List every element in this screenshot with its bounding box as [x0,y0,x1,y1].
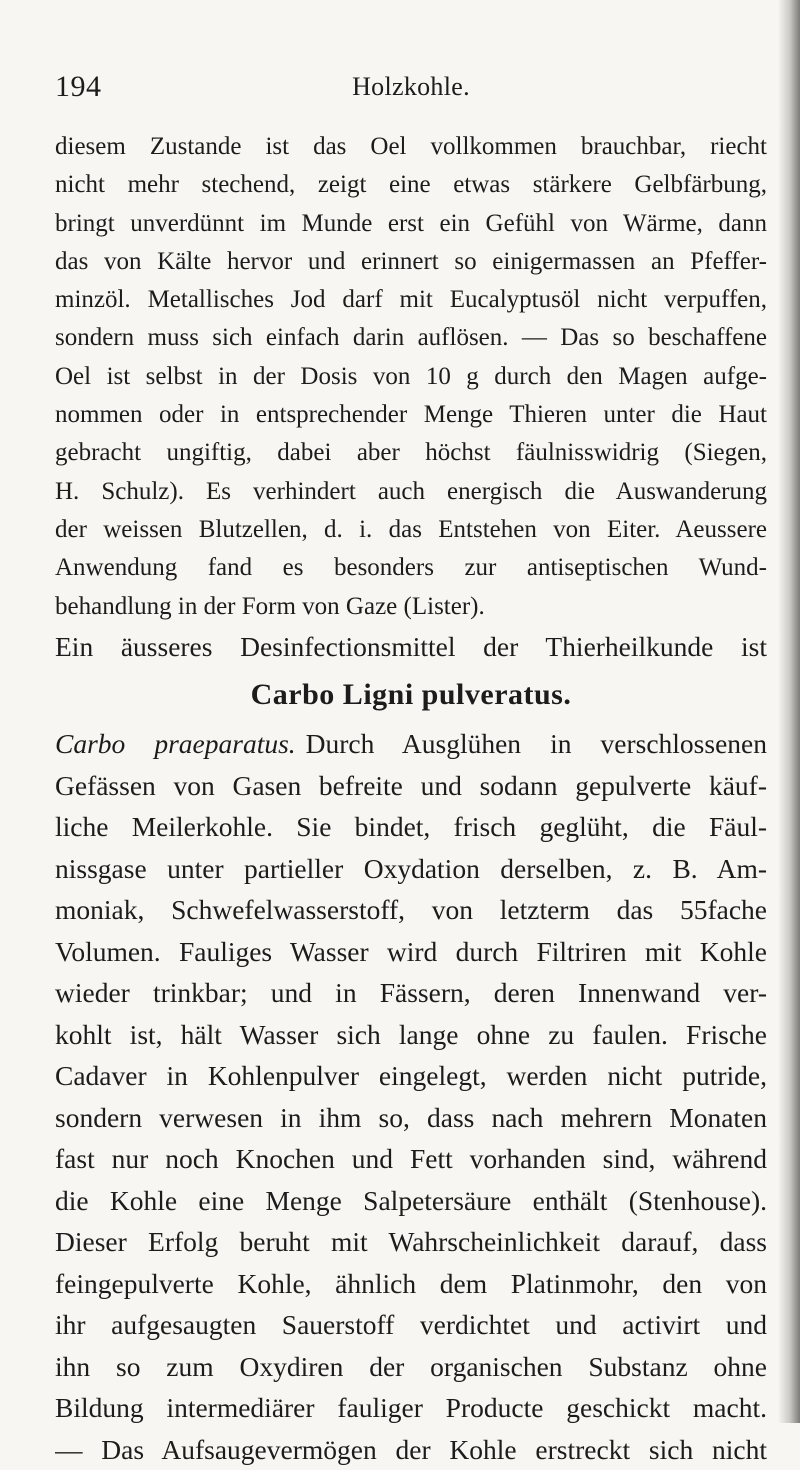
text-line: — Das Aufsaugevermögen der Kohle erstreckt sich nicht [55,1433,767,1465]
text-line: die Kohle eine Menge Salpetersäure enthält (Stenhouse). [55,1184,767,1216]
text-line: behandlung in der Form von Gaze (Lister). [55,592,485,620]
text-line: sondern verwesen in ihm so, dass nach mehrern Monaten [55,1101,767,1133]
text-line: Bildung intermediärer fauliger Producte geschickt macht. [55,1392,767,1424]
text-line: wieder trinkbar; und in Fässern, deren Innenwand ver- [55,977,767,1009]
text-line: nommen oder in entsprechender Menge Thieren unter die Haut [55,401,767,429]
text-line: gebracht ungiftig, dabei aber höchst fäulnisswidrig (Siegen, [55,439,767,467]
text-line: Volumen. Fauliges Wasser wird durch Filtriren mit Kohle [55,935,767,967]
text-line: fast nur noch Knochen und Fett vorhanden sind, während [55,1143,767,1175]
text-line-first [55,723,767,765]
text-line: Dieser Erfolg beruht mit Wahrscheinlichkeit darauf, dass [55,1226,767,1258]
text-line: diesem Zustande ist das Oel vollkommen brauchbar, riecht [55,133,767,160]
text-line: der weissen Blutzellen, d. i. das Entstehen von Eiter. Aeussere [55,515,767,543]
text-line: Cadaver in Kohlenpulver eingelegt, werden nicht putride, [55,1060,767,1092]
text-line: feingepulverte Kohle, ähnlich dem Platinmohr, den von [55,1267,767,1299]
text-line: Gefässen von Gasen befreite und sodann gepulverte käuf- [55,769,767,801]
paragraph-eucalyptus-oil [55,128,767,626]
text-line: bringt unverdünnt im Munde erst ein Gefühl von Wärme, dann [55,209,767,237]
text-line: Anwendung fand es besonders zur antiseptischen Wund- [55,554,767,582]
italic-term: Carbo praeparatus. [55,728,296,760]
body-text [55,128,767,1470]
text-line: moniak, Schwefelwasserstoff, von letzterm das 55fache [55,894,767,926]
text-line: ihn so zum Oxydiren der organischen Substanz ohne [55,1350,767,1382]
first-line-rest: Durch Ausglühen in verschlossenen [305,728,767,760]
page-edge-shadow [778,0,800,1423]
text-line: sondern muss sich einfach darin auflösen. — Das so beschaffene [55,324,767,352]
paragraph-carbo [55,723,767,1470]
text-line: liche Meilerkohle. Sie bindet, frisch geglüht, die Fäul- [55,811,767,843]
section-heading: Carbo Ligni pulveratus. [250,678,572,712]
text-line: minzöl. Metallisches Jod darf mit Eucalyptusöl nicht verpuffen, [55,286,767,314]
page-number: 194 [55,70,102,103]
text-line: das von Kälte hervor und erinnert so einigermassen an Pfeffer- [55,247,767,275]
text-line: kohlt ist, hält Wasser sich lange ohne zu faulen. Frische [55,1018,767,1050]
intro-sentence: Ein äusseres Desinfectionsmittel der Thierheilkunde ist [55,630,767,662]
page-header [55,70,767,110]
text-line: nicht mehr stechend, zeigt eine etwas stärkere Gelbfärbung, [55,171,767,199]
running-head: Holzkohle. [352,72,470,101]
text-line: nissgase unter partieller Oxydation derselben, z. B. Am- [55,852,767,884]
text-line: H. Schulz). Es verhindert auch energisch die Auswanderung [55,477,767,505]
text-line: ihr aufgesaugten Sauerstoff verdichtet und activirt und [55,1309,767,1341]
text-line: Oel ist selbst in der Dosis von 10 g durch den Magen aufge- [55,362,767,390]
